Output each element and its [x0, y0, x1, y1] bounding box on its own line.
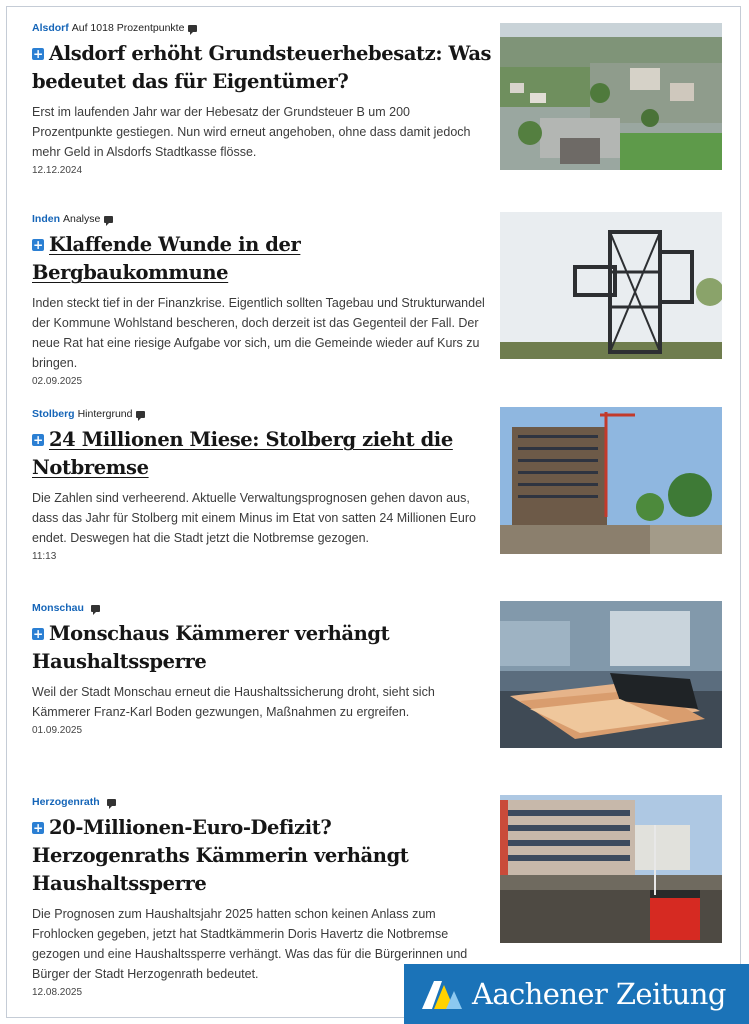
- headline-text[interactable]: Monschaus Kämmerer verhängt Haushaltssperre: [32, 622, 390, 673]
- article-date: 12.12.2024: [32, 165, 83, 176]
- article-image[interactable]: [500, 601, 722, 748]
- comment-icon: [136, 411, 145, 418]
- article-meta: [32, 601, 494, 615]
- article-text: [32, 407, 494, 562]
- article-headline[interactable]: [32, 426, 494, 482]
- kicker: Analyse: [63, 213, 101, 225]
- kicker: Hintergrund: [77, 408, 133, 420]
- article-headline[interactable]: [32, 231, 494, 287]
- brand-logo-icon: [422, 979, 462, 1009]
- article-headline[interactable]: [32, 620, 494, 676]
- article-image[interactable]: [500, 795, 722, 943]
- location-link[interactable]: Stolberg: [32, 408, 75, 420]
- brand-banner: [404, 964, 749, 1024]
- article-teaser: Weil der Stadt Monschau erneut die Haushaltssicherung droht, sieht sich Kämmerer Franz-Karl Boden gezwungen, Maßnahmen zu ergreifen.: [32, 685, 435, 719]
- plus-icon: +: [33, 433, 43, 447]
- article-text: [32, 601, 494, 736]
- article-meta: [32, 407, 494, 421]
- plus-icon: +: [33, 238, 43, 252]
- location-link[interactable]: Inden: [32, 213, 60, 225]
- comment-icon: [104, 216, 113, 223]
- comment-icon: [107, 799, 116, 806]
- location-link[interactable]: Herzogenrath: [32, 796, 100, 808]
- article-teaser: Erst im laufenden Jahr war der Hebesatz der Grundsteuer B um 200 Prozentpunkte gestiegen. Nun wird erneut angehoben, ohne dass damit jedoch mehr Geld in Alsdorfs Stadtkasse flösse.: [32, 105, 471, 159]
- article-date: 01.09.2025: [32, 725, 83, 736]
- article-teaser: Die Prognosen zum Haushaltsjahr 2025 hatten schon keinen Anlass zum Frohlocken gegeben, jetzt hat Stadtkämmerin Doris Havertz die Notbremse gezogen und eine Haushaltssperre verhängt. Was das für die Bürgerinnen und Bürger der Stadt Herzogenrath bedeutet.: [32, 907, 468, 981]
- article-headline[interactable]: [32, 814, 494, 898]
- kicker: Auf 1018 Prozentpunkte: [71, 22, 185, 34]
- location-link[interactable]: Monschau: [32, 602, 84, 614]
- headline-text[interactable]: 24 Millionen Miese: Stolberg zieht die Notbremse: [32, 428, 453, 479]
- article-meta: [32, 21, 494, 35]
- article-text: [32, 21, 494, 176]
- article-text: [32, 212, 494, 387]
- article-headline[interactable]: [32, 40, 494, 96]
- headline-text[interactable]: Klaffende Wunde in der Bergbaukommune: [32, 233, 301, 284]
- comment-icon: [91, 605, 100, 612]
- article-date: 12.08.2025: [32, 987, 83, 998]
- article-image[interactable]: [500, 23, 722, 170]
- plus-icon: +: [33, 627, 43, 641]
- plus-icon: +: [33, 821, 43, 835]
- brand-name: Aachener Zeitung: [472, 977, 726, 1011]
- plus-icon: +: [33, 47, 43, 61]
- article-teaser: Die Zahlen sind verheerend. Aktuelle Verwaltungsprognosen gehen davon aus, dass das Jahr für Stolberg mit einem Minus im Etat von satten 24 Millionen Euro endet. Deswegen hat die Stadt jetzt die Notbremse gezogen.: [32, 491, 476, 545]
- comment-icon: [188, 25, 197, 32]
- headline-text[interactable]: 20-Millionen-Euro-Defizit? Herzogenraths Kämmerin verhängt Haushaltssperre: [32, 816, 409, 895]
- article-teaser: Inden steckt tief in der Finanzkrise. Eigentlich sollten Tagebau und Strukturwandel der Kommune Wohlstand bescheren, doch derzeit ist das Gegenteil der Fall. Der neue Rat hat eine riesige Aufgabe vor sich, um die Gemeinde wieder auf Kurs zu bringen.: [32, 296, 485, 370]
- location-link[interactable]: Alsdorf: [32, 22, 69, 34]
- article-date: 02.09.2025: [32, 376, 83, 387]
- article-image[interactable]: [500, 212, 722, 359]
- article-meta: [32, 212, 494, 226]
- article-meta: [32, 795, 494, 809]
- headline-text[interactable]: Alsdorf erhöht Grundsteuerhebesatz: Was bedeutet das für Eigentümer?: [32, 42, 492, 93]
- article-image[interactable]: [500, 407, 722, 554]
- article-date: 11:13: [32, 551, 57, 562]
